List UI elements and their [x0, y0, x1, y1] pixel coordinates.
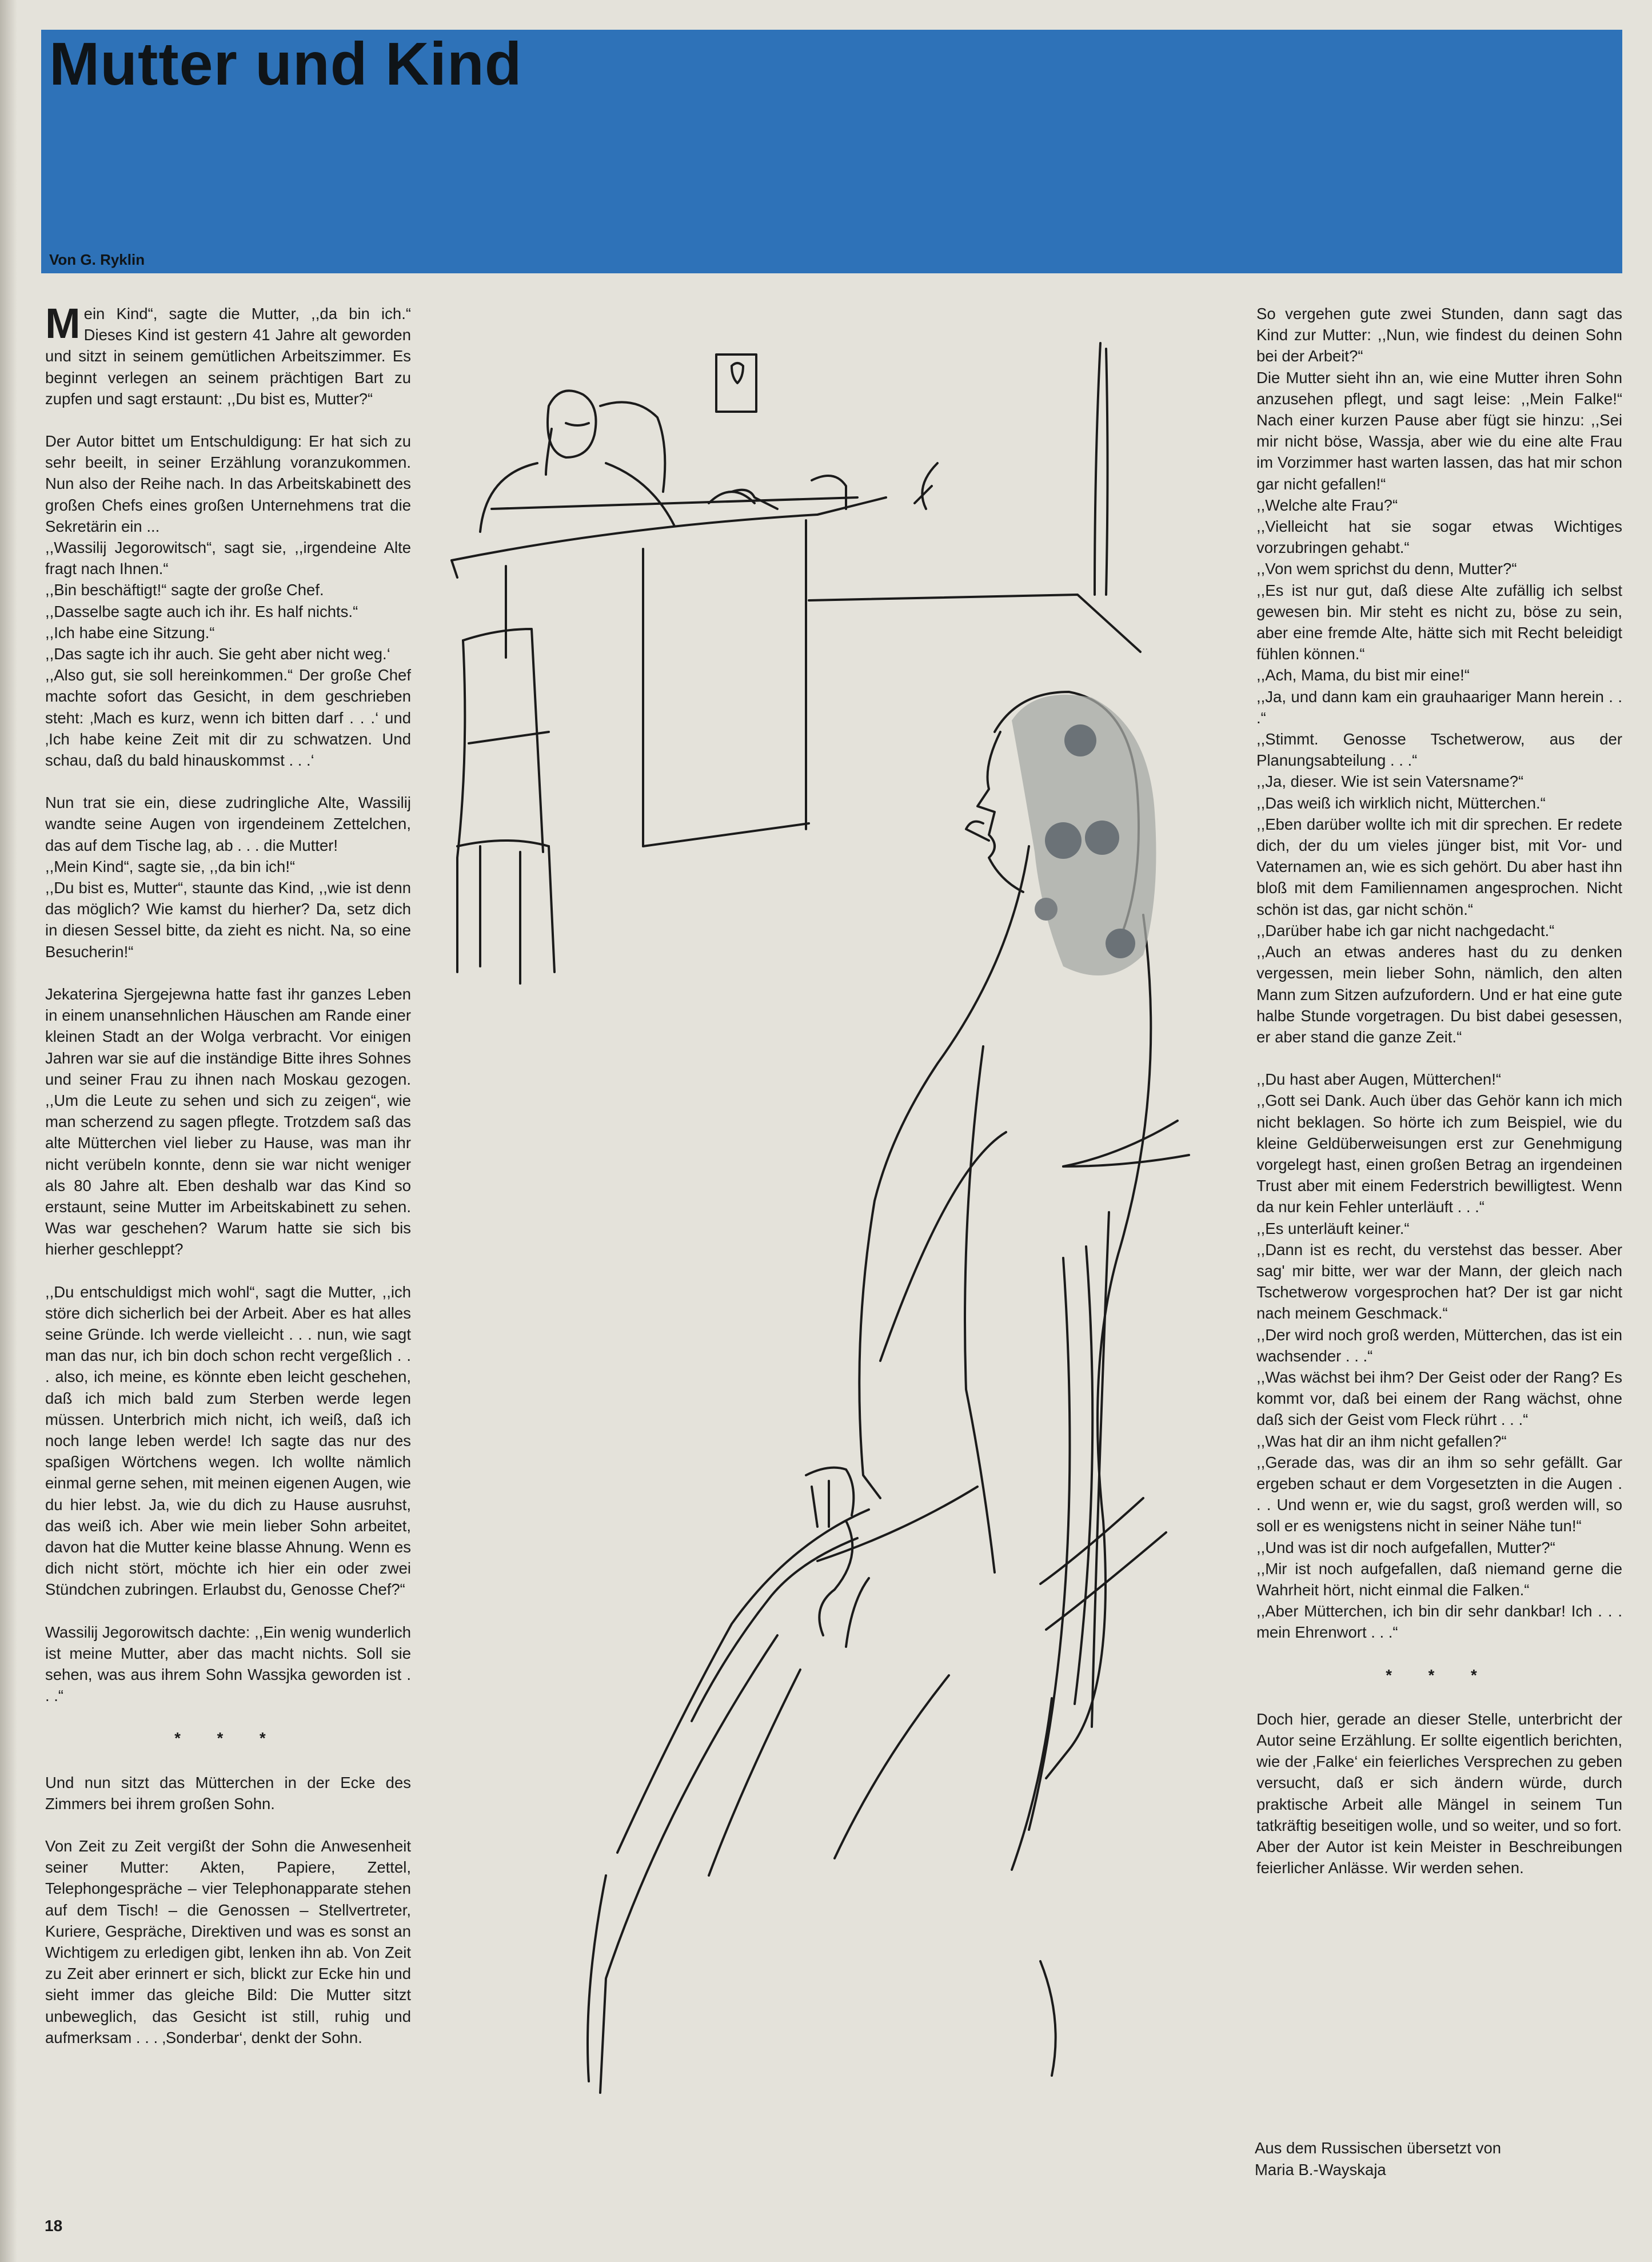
- illustration-drawing: [434, 332, 1235, 2161]
- paragraph: Wassilij Jegorowitsch dachte: ,,Ein wenig wunderlich ist meine Mutter, aber das macht nichts. Soll sie sehen, was aus ihrem Sohn Wassjka geworden ist . . .“: [45, 1623, 411, 1705]
- article-byline: Von G. Ryklin: [49, 251, 145, 268]
- left-text-column: [45, 300, 411, 2069]
- section-divider-stars: * * *: [174, 1729, 282, 1747]
- ink-illustration: [434, 332, 1235, 2161]
- paragraph-text: ein Kind“, sagte die Mutter, ,,da bin ich.“ Dieses Kind ist gestern 41 Jahre alt geworden und sitzt in seinem gemütlichen Arbeitszimmer. Es beginnt verlegen an seinem prächtigen Bart zu zupfen und sagt erstaunt: ,,Du bist es, Mutter?“: [45, 305, 411, 408]
- paragraph: Jekaterina Sjergejewna hatte fast ihr ganzes Leben in einem unansehnlichen Häuschen am Rande einer kleinen Stadt an der Wolga verbracht. Vor einigen Jahren war sie auf die inständige Bitte ihres Sohnes und seiner Frau zu ihnen nach Moskau gezogen. ,,Um die Leute zu sehen und sich zu zeigen“, wie man scherzend zu sagen pflegte. Trotzdem saß das alte Mütterchen viel lieber zu Hause, was man ihr nicht verübeln konnte, denn sie war nicht weniger als 80 Jahre alt. Eben deshalb war das Kind so erstaunt, seine Mutter im Arbeitskabinett zu sehen. Was war geschehen? Warum hatte sie sich bis hierher geschleppt?: [45, 985, 411, 1259]
- paragraph: Der Autor bittet um Entschuldigung: Er hat sich zu sehr beeilt, in seiner Erzählung voranzukommen. Nun also der Reihe nach. In das Arbeitskabinett des großen Chefs eines großen Unternehmens trat die Sekretärin ein ... ,,Wassilij Jegorowitsch“, sagt sie, ,,irgendeine Alte fragt nach Ihnen.“ ,,Bin beschäftigt!“ sagte der große Chef. ,,Dasselbe sagte auch ich ihr. Es half nichts.“ ,,Ich habe eine Sitzung.“ ,,Das sagte ich ihr auch. Sie geht aber nicht weg.‘ ,,Also gut, sie soll hereinkommen.“ Der große Chef machte sofort das Gesicht, in dem geschrieben steht: ‚Mach es kurz, wenn ich bitten darf . . .‘ und ‚Ich habe keine Zeit mit dir zu schwatzen. Und schau, daß du bald hinauskommst . . .‘: [45, 432, 411, 770]
- paragraph: [45, 300, 411, 409]
- right-text-column: [1256, 303, 1622, 1878]
- paragraph: Doch hier, gerade an dieser Stelle, unterbricht der Autor seine Erzählung. Er sollte eigentlich berichten, wie der ‚Falke‘ ein feierliches Versprechen zu geben versucht, daß er sich ändern würde, durch praktische Arbeit alle Mängel in seinem Tun tatkräftig beseitigen wolle, und so weiter, und so fort. Aber der Autor ist kein Meister in Beschreibungen feierlicher Anlässe. Wir werden sehen.: [1256, 1710, 1622, 1877]
- section-divider-stars: * * *: [1386, 1666, 1493, 1684]
- paragraph: So vergehen gute zwei Stunden, dann sagt das Kind zur Mutter: ,,Nun, wie findest du deinen Sohn bei der Arbeit?“ Die Mutter sieht ihn an, wie eine Mutter ihren Sohn anzusehen pflegt, und sagt leise: ,,Mein Falke!“ Nach einer kurzen Pause aber fügt sie hinzu: ,,Sei mir nicht böse, Wassja, aber wie du eine alte Frau im Vorzimmer hast warten lassen, das hat mir schon gar nicht gefallen!“ ,,Welche alte Frau?“ ,,Vielleicht hat sie sogar etwas Wichtiges vorzubringen gehabt.“ ,,Von wem sprichst du denn, Mutter?“ ,,Es ist nur gut, daß diese Alte zufällig ich selbst gewesen bin. Mir steht es nicht zu, böse zu sein, aber eine fremde Alte, hätte sich mit Recht beleidigt fühlen können.“ ,,Ach, Mama, du bist mir eine!“ ,,Ja, und dann kam ein grauhaariger Mann herein . . .“ ,,Stimmt. Genosse Tschetwerow, aus der Planungsabteilung . . .“ ,,Ja, dieser. Wie ist sein Vatersname?“ ,,Das weiß ich wirklich nicht, Mütterchen.“ ,,Eben darüber wollte ich mit dir sprechen. Er redete dich, der du um vieles jünger bist, mit Vor- und Vaternamen an, wie es sich gehört. Du aber hast ihn bloß mit dem Familiennamen angesprochen. Nicht schön ist das, gar nicht schön.“ ,,Darüber habe ich gar nicht nachgedacht.“ ,,Auch an etwas anderes hast du zu denken vergessen, mein lieber Sohn, nämlich, den alten Mann zum Sitzen aufzufordern. Und er hat eine gute halbe Stunde vorgetragen. Du bist dabei gesessen, er aber stand die ganze Zeit.“: [1256, 305, 1622, 1046]
- title-banner: [41, 30, 1622, 273]
- paragraph: ,,Du hast aber Augen, Mütterchen!“ ,,Gott sei Dank. Auch über das Gehör kann ich mich nicht beklagen. So hörte ich zum Beispiel, wie du kleine Geldüberweisungen erst zur Genehmigung vorgelegt hast, einen großen Betrag an irgendeinen Trust aber mit einem Federstrich bewilligtest. Wenn da nur kein Fehler unterläuft . . .“ ,,Es unterläuft keiner.“ ,,Dann ist es recht, du verstehst das besser. Aber sag' mir bitte, wer war der Mann, der gleich nach Tschetwerow vorgesprochen hat? Der ist gar nicht nach meinem Geschmack.“ ,,Der wird noch groß werden, Mütterchen, das ist ein wachsender . . .“ ,,Was wächst bei ihm? Der Geist oder der Rang? Es kommt vor, daß bei einem der Rang wächst, ohne daß sich der Geist vom Fleck rührt . . .“ ,,Was hat dir an ihm nicht gefallen?“ ,,Gerade das, was dir an ihm so sehr gefällt. Gar ergeben schaut er dem Vorgesetzten in die Augen . . . Und wenn er, wie du sagst, groß werden will, so soll er es wenigstens nicht in seiner Nähe tun!“ ,,Und was ist dir noch aufgefallen, Mutter?“ ,,Mir ist noch aufgefallen, daß niemand gerne die Wahrheit hört, nicht einmal die Falken.“ ,,Aber Mütterchen, ich bin dir sehr dankbar! Ich . . . mein Ehrenwort . . .“: [1256, 1070, 1622, 1642]
- paragraph: Nun trat sie ein, diese zudringliche Alte, Wassilij wandte seine Augen von irgendeinem Zettelchen, das auf dem Tische lag, ab . . . die Mutter! ,,Mein Kind“, sagte sie, ,,da bin ich!“ ,,Du bist es, Mutter“, staunte das Kind, ,,wie ist denn das möglich? Wie kamst du hierher? Da, setz dich in diesen Sessel bitte, da zieht es nicht. Na, so eine Besucherin!“: [45, 794, 411, 961]
- headscarf-wash: [1012, 695, 1156, 975]
- translator-credit: Aus dem Russischen übersetzt von Maria B.-Wayskaja: [1255, 2139, 1502, 2179]
- page-gutter-shadow: [0, 0, 17, 2262]
- desk-scene-sketch: [452, 343, 1140, 983]
- paragraph: Von Zeit zu Zeit vergißt der Sohn die Anwesenheit seiner Mutter: Akten, Papiere, Zettel, Telephongespräche – vier Telephonapparate stehen auf dem Tisch! – die Genossen – Stellvertreter, Kuriere, Gespräche, Direktiven und was es sonst an Wichtigem zu erledigen gibt, lenken ihn ab. Von Zeit zu Zeit aber erinnert er sich, blickt zur Ecke hin und sieht immer das gleiche Bild: Die Mutter sitzt unbeweglich, das Gesicht ist still, ruhig und aufmerksam . . . ‚Sonderbar‘, denkt der Sohn.: [45, 1837, 411, 2046]
- article-title: Mutter und Kind: [49, 30, 522, 98]
- drop-cap: M: [45, 300, 81, 347]
- paragraph: ,,Du entschuldigst mich wohl“, sagt die Mutter, ,,ich störe dich sicherlich bei der Arbeit. Aber es hat alles seine Gründe. Ich werde vielleicht . . . nun, wie sagt man das nur, ich bin doch schon recht vergeßlich . . . also, ich meine, es könnte eben leicht geschehen, daß ich mich bald zum Sterben werde legen müssen. Unterbrich mich nicht, ich weiß, daß ich noch lange leben werde! Ich sagte das nur des spaßigen Wörtchens wegen. Ich wollte nämlich einmal gerne sehen, mit meinen eigenen Augen, wie du hier lebst. Ja, wie du dich zu Hause ausruhst, das weiß ich. Aber wie mein lieber Sohn arbeitet, davon hat die Mutter keine blasse Ahnung. Wenn es dich nicht stört, möchte ich hier ein oder zwei Stündchen zubringen. Erlaubst du, Genosse Chef?“: [45, 1283, 411, 1599]
- page-number: 18: [45, 2217, 63, 2235]
- paragraph: Und nun sitzt das Mütterchen in der Ecke des Zimmers bei ihrem großen Sohn.: [45, 1773, 411, 1813]
